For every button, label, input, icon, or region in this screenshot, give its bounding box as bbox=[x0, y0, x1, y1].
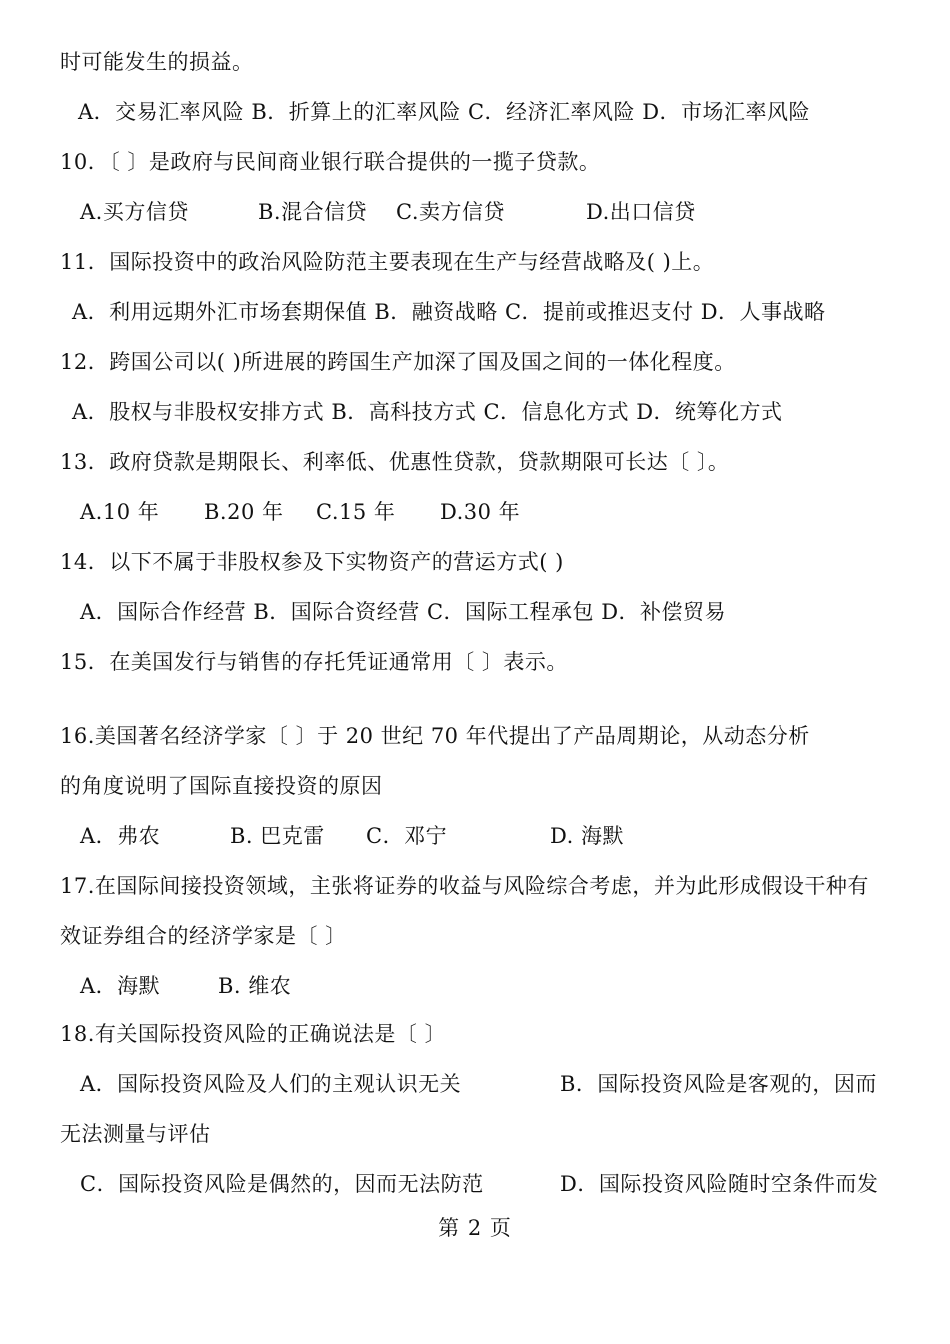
q18-option-b-continued: 无法测量与评估 bbox=[60, 1122, 211, 1146]
question-10: 10．〔 〕是政府与民间商业银行联合提供的一揽子贷款。 bbox=[60, 150, 601, 174]
question-17-line-1: 17.在国际间接投资领域，主张将证券的收益与风险综合考虑，并为此形成假设干种有 bbox=[60, 874, 869, 898]
q10-option-d: D.出口信贷 bbox=[586, 200, 696, 224]
q18-option-a: A．国际投资风险及人们的主观认识无关 bbox=[80, 1072, 462, 1096]
q16-option-b: B. 巴克雷 bbox=[230, 824, 325, 848]
q17-option-b: B. 维农 bbox=[218, 974, 292, 998]
q18-option-c: C．国际投资风险是偶然的，因而无法防范 bbox=[80, 1172, 484, 1196]
question-16-line-2: 的角度说明了国际直接投资的原因 bbox=[60, 774, 383, 798]
q16-option-c: C．邓宁 bbox=[366, 824, 448, 848]
question-14: 14．以下不属于非股权参及下实物资产的营运方式( ) bbox=[60, 550, 564, 574]
question-15: 15．在美国发行与销售的存托凭证通常用〔 〕表示。 bbox=[60, 650, 568, 674]
q10-option-c: C.卖方信贷 bbox=[396, 200, 505, 224]
q16-option-a: A．弗农 bbox=[80, 824, 161, 848]
q13-option-d: D.30 年 bbox=[440, 500, 521, 524]
question-11: 11．国际投资中的政治风险防范主要表现在生产与经营战略及( )上。 bbox=[60, 250, 715, 274]
question-12: 12．跨国公司以( )所进展的跨国生产加深了国及国之间的一体化程度。 bbox=[60, 350, 736, 374]
q13-option-c: C.15 年 bbox=[316, 500, 396, 524]
question-18: 18.有关国际投资风险的正确说法是〔 〕 bbox=[60, 1022, 447, 1046]
q16-option-d: D. 海默 bbox=[550, 824, 624, 848]
q18-option-d: D．国际投资风险随时空条件而发 bbox=[560, 1172, 879, 1196]
q13-option-b: B.20 年 bbox=[204, 500, 284, 524]
question-17-line-2: 效证券组合的经济学家是〔 〕 bbox=[60, 924, 347, 948]
q18-option-b: B．国际投资风险是客观的，因而 bbox=[560, 1072, 877, 1096]
q13-option-a: A.10 年 bbox=[80, 500, 160, 524]
q11-options: A．利用远期外汇市场套期保值 B．融资战略 C．提前或推迟支付 D．人事战略 bbox=[72, 300, 826, 324]
text-line: 时可能发生的损益。 bbox=[60, 50, 254, 74]
q10-option-b: B.混合信贷 bbox=[258, 200, 368, 224]
page-number: 第 2 页 bbox=[438, 1216, 512, 1240]
q17-option-a: A．海默 bbox=[80, 974, 161, 998]
q12-options: A．股权与非股权安排方式 B．高科技方式 C．信息化方式 D．统筹化方式 bbox=[72, 400, 783, 424]
q10-option-a: A.买方信贷 bbox=[80, 200, 189, 224]
q14-options: A．国际合作经营 B．国际合资经营 C．国际工程承包 D．补偿贸易 bbox=[80, 600, 727, 624]
question-13: 13．政府贷款是期限长、利率低、优惠性贷款，贷款期限可长达〔 〕。 bbox=[60, 450, 730, 474]
question-16-line-1: 16.美国著名经济学家〔 〕于 20 世纪 70 年代提出了产品周期论，从动态分析 bbox=[60, 724, 810, 748]
q9-options: A．交易汇率风险 B．折算上的汇率风险 C．经济汇率风险 D．市场汇率风险 bbox=[78, 100, 811, 124]
